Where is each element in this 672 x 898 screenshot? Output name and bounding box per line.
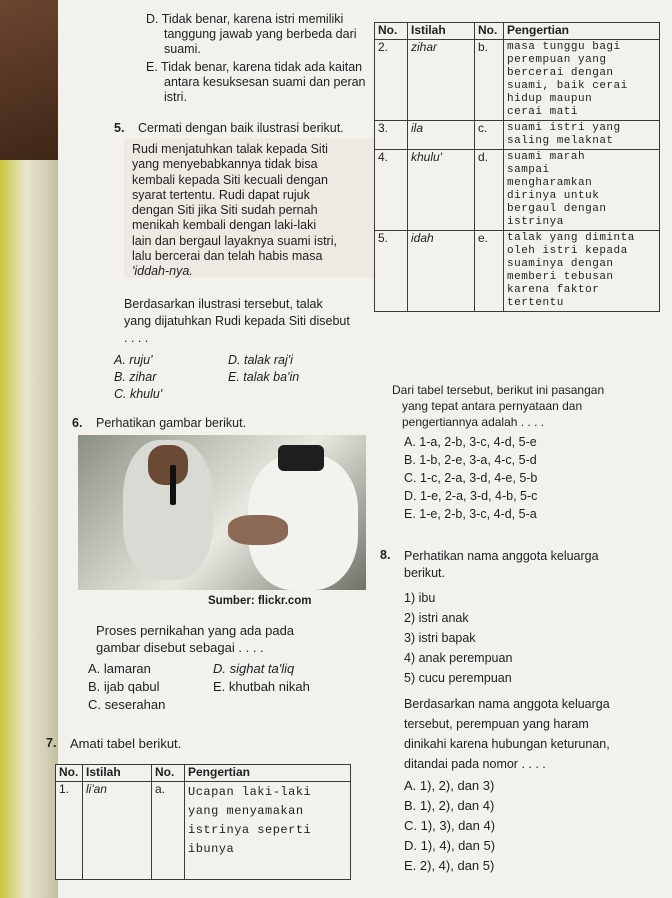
q7-option-d: D. 1-e, 2-a, 3-d, 4-b, 5-c bbox=[404, 489, 538, 503]
cell-no-2: b. bbox=[475, 39, 504, 120]
cell-istilah: li'an bbox=[83, 781, 152, 879]
text-line: istrinya bbox=[507, 215, 564, 228]
q8-option-c: C. 1), 3), dan 4) bbox=[404, 818, 496, 833]
text-line: yang menyebabkannya tidak bisa bbox=[132, 157, 318, 172]
text-line: saling melaknat bbox=[507, 134, 614, 147]
background-top-left bbox=[0, 0, 58, 160]
text-line: karena faktor bbox=[507, 283, 600, 296]
q5-illustration-box bbox=[124, 138, 374, 278]
text-line: ditandai pada nomor . . . . bbox=[404, 757, 546, 771]
text-line: memberi tebusan bbox=[507, 270, 614, 283]
q4-option-d bbox=[146, 12, 357, 57]
photo-caption bbox=[208, 594, 312, 608]
q5-prompt: Cermati dengan baik ilustrasi berikut. bbox=[138, 121, 344, 135]
q6-options-right bbox=[213, 660, 310, 696]
text-line: suami istri yang bbox=[507, 121, 621, 134]
q6-option-d: D. sighat ta'liq bbox=[213, 661, 295, 676]
q8-prompt bbox=[404, 548, 599, 582]
text-line: talak yang diminta bbox=[507, 231, 635, 244]
q5-number: 5. bbox=[114, 121, 125, 135]
list-item: 4) anak perempuan bbox=[404, 651, 513, 665]
text-line: tanggung jawab yang berbeda dari bbox=[164, 27, 357, 41]
q8-options bbox=[404, 776, 495, 876]
q6-prompt: Perhatikan gambar berikut. bbox=[96, 416, 247, 430]
text-line: Proses pernikahan yang ada pada bbox=[96, 623, 295, 638]
cell-pengertian bbox=[504, 120, 660, 149]
q8-question bbox=[404, 694, 610, 774]
q6-options-left bbox=[88, 660, 165, 714]
cell-istilah: khulu' bbox=[408, 149, 475, 230]
text-line: masa tunggu bagi bbox=[507, 40, 621, 53]
text-line: hidup maupun bbox=[507, 92, 593, 105]
q5-option-a: A. ruju' bbox=[114, 353, 153, 367]
text-line: Rudi menjatuhkan talak kepada Siti bbox=[132, 142, 328, 156]
text-line: ibunya bbox=[188, 841, 235, 856]
table-row bbox=[375, 39, 660, 120]
text-line: E. Tidak benar, karena tidak ada kaitan bbox=[146, 60, 363, 74]
list-item: 5) cucu perempuan bbox=[404, 671, 512, 685]
text-line: menikah kembali dengan laki-laki bbox=[132, 218, 317, 233]
list-item: 3) istri bapak bbox=[404, 631, 476, 645]
text-line: yang tepat antara pernyataan dan bbox=[402, 399, 583, 413]
q8-option-b: B. 1), 2), dan 4) bbox=[404, 798, 495, 813]
photo-peci-hat bbox=[278, 445, 324, 471]
text-line: cerai mati bbox=[507, 105, 579, 118]
q7-options bbox=[404, 433, 537, 523]
header-no: No. bbox=[56, 765, 83, 782]
text-line: Berdasarkan ilustrasi tersebut, talak bbox=[124, 297, 323, 311]
table-header-row bbox=[56, 765, 351, 782]
q7-prompt: Amati tabel berikut. bbox=[70, 736, 182, 751]
header-pengertian: Pengertian bbox=[504, 23, 660, 40]
q4-option-e bbox=[146, 60, 366, 105]
book-spine bbox=[0, 160, 58, 898]
q6-option-c: C. seserahan bbox=[88, 697, 166, 712]
text-line: D. Tidak benar, karena istri memiliki bbox=[146, 12, 344, 26]
cell-no-2: a. bbox=[152, 781, 185, 879]
table-row bbox=[375, 120, 660, 149]
text-line: Dari tabel tersebut, berikut ini pasangan bbox=[392, 383, 605, 397]
cell-no: 3. bbox=[375, 120, 408, 149]
table-header-row bbox=[375, 23, 660, 40]
q6-question bbox=[96, 622, 294, 656]
header-istilah: Istilah bbox=[83, 765, 152, 782]
cell-no: 5. bbox=[375, 230, 408, 311]
q7-number: 7. bbox=[46, 736, 57, 750]
list-item: 1) ibu bbox=[404, 591, 436, 605]
header-no: No. bbox=[375, 23, 408, 40]
text-line: bercerai dengan bbox=[507, 66, 614, 79]
table-row bbox=[375, 230, 660, 311]
header-no-2: No. bbox=[475, 23, 504, 40]
text-line: sampai bbox=[507, 163, 550, 176]
text-line: Perhatikan nama anggota keluarga bbox=[404, 549, 599, 563]
q8-option-d: D. 1), 4), dan 5) bbox=[404, 838, 496, 853]
q7-option-c: C. 1-c, 2-a, 3-d, 4-e, 5-b bbox=[404, 471, 538, 485]
q8-option-a: A. 1), 2), dan 3) bbox=[404, 778, 495, 793]
q7-table-part2 bbox=[374, 22, 660, 312]
q5-options-left bbox=[114, 352, 162, 403]
q8-option-e: E. 2), 4), dan 5) bbox=[404, 858, 495, 873]
text-line: dirinya untuk bbox=[507, 189, 600, 202]
photo-head-left bbox=[148, 445, 188, 485]
text-line: berikut. bbox=[404, 566, 445, 580]
q6-option-e: E. khutbah nikah bbox=[213, 679, 310, 694]
text-line: antara kesuksesan suami dan peran bbox=[164, 75, 366, 89]
photo-source: Sumber: flickr.com bbox=[208, 595, 312, 607]
cell-no: 2. bbox=[375, 39, 408, 120]
text-line: istrinya seperti bbox=[188, 822, 312, 837]
header-no-2: No. bbox=[152, 765, 185, 782]
list-item: 2) istri anak bbox=[404, 611, 469, 625]
q5-illustration-text bbox=[132, 142, 337, 280]
text-line: Ucapan laki-laki bbox=[188, 784, 312, 799]
text-line: tersebut, perempuan yang haram bbox=[404, 717, 589, 731]
q8-family-list bbox=[404, 588, 512, 688]
header-pengertian: Pengertian bbox=[185, 765, 351, 782]
text-line: suami, baik cerai bbox=[507, 79, 628, 92]
q6-option-b: B. ijab qabul bbox=[88, 679, 160, 694]
q7-table-part1 bbox=[55, 764, 351, 880]
cell-no: 1. bbox=[56, 781, 83, 879]
q7-option-e: E. 1-e, 2-b, 3-c, 4-d, 5-a bbox=[404, 507, 537, 521]
text-line: suaminya dengan bbox=[507, 257, 614, 270]
q7-option-a: A. 1-a, 2-b, 3-c, 4-d, 5-e bbox=[404, 435, 537, 449]
text-line: yang dijatuhkan Rudi kepada Siti disebut bbox=[124, 314, 350, 328]
cell-no-2: c. bbox=[475, 120, 504, 149]
text-line: gambar disebut sebagai . . . . bbox=[96, 640, 264, 655]
cell-no-2: d. bbox=[475, 149, 504, 230]
text-line: tertentu bbox=[507, 296, 564, 309]
q5-options-right bbox=[228, 352, 299, 386]
text-line: perempuan yang bbox=[507, 53, 607, 66]
q5-option-b: B. zihar bbox=[114, 370, 157, 384]
text-line: kembali kepada Siti kecuali dengan bbox=[132, 172, 328, 187]
cell-no: 4. bbox=[375, 149, 408, 230]
text-line: lain dan bergaul layaknya suami istri, bbox=[132, 233, 337, 248]
cell-istilah: idah bbox=[408, 230, 475, 311]
cell-pengertian bbox=[504, 149, 660, 230]
book-page bbox=[46, 0, 672, 898]
q5-option-d: D. talak raj'i bbox=[228, 353, 293, 367]
text-line: pengertiannya adalah . . . . bbox=[402, 415, 545, 429]
q6-number: 6. bbox=[72, 416, 83, 430]
text-line: istri. bbox=[164, 90, 187, 104]
text-line: yang menyamakan bbox=[188, 803, 304, 818]
text-line: Berdasarkan nama anggota keluarga bbox=[404, 697, 610, 711]
q5-question bbox=[124, 296, 350, 347]
q7-question bbox=[392, 382, 604, 430]
table-row bbox=[56, 781, 351, 879]
cell-no-2: e. bbox=[475, 230, 504, 311]
text-line: suami. bbox=[164, 42, 201, 56]
cell-pengertian bbox=[504, 230, 660, 311]
text-line: mengharamkan bbox=[507, 176, 593, 189]
cell-istilah: ila bbox=[408, 120, 475, 149]
text-line: lalu bercerai dan telah habis masa bbox=[132, 249, 323, 264]
cell-pengertian bbox=[185, 781, 351, 879]
header-istilah: Istilah bbox=[408, 23, 475, 40]
q8-number: 8. bbox=[380, 548, 391, 562]
q5-option-e: E. talak ba'in bbox=[228, 370, 300, 384]
table-row bbox=[375, 149, 660, 230]
wedding-photo bbox=[78, 435, 366, 590]
cell-istilah: zihar bbox=[408, 39, 475, 120]
photo-handshake bbox=[228, 515, 288, 545]
q6-option-a: A. lamaran bbox=[88, 661, 151, 676]
q5-option-c: C. khulu' bbox=[114, 387, 163, 401]
text-line: 'iddah-nya. bbox=[132, 264, 193, 279]
text-line: syarat tertentu. Rudi dapat rujuk bbox=[132, 187, 310, 202]
text-line: bergaul dengan bbox=[507, 202, 607, 215]
text-line: dinikahi karena hubungan keturunan, bbox=[404, 737, 610, 751]
photo-microphone bbox=[170, 465, 176, 505]
text-line: oleh istri kepada bbox=[507, 244, 628, 257]
text-line: dengan Siti jika Siti sudah pernah bbox=[132, 203, 318, 218]
q7-option-b: B. 1-b, 2-e, 3-a, 4-c, 5-d bbox=[404, 453, 537, 467]
text-line: . . . . bbox=[124, 331, 149, 345]
text-line: suami marah bbox=[507, 150, 586, 163]
cell-pengertian bbox=[504, 39, 660, 120]
